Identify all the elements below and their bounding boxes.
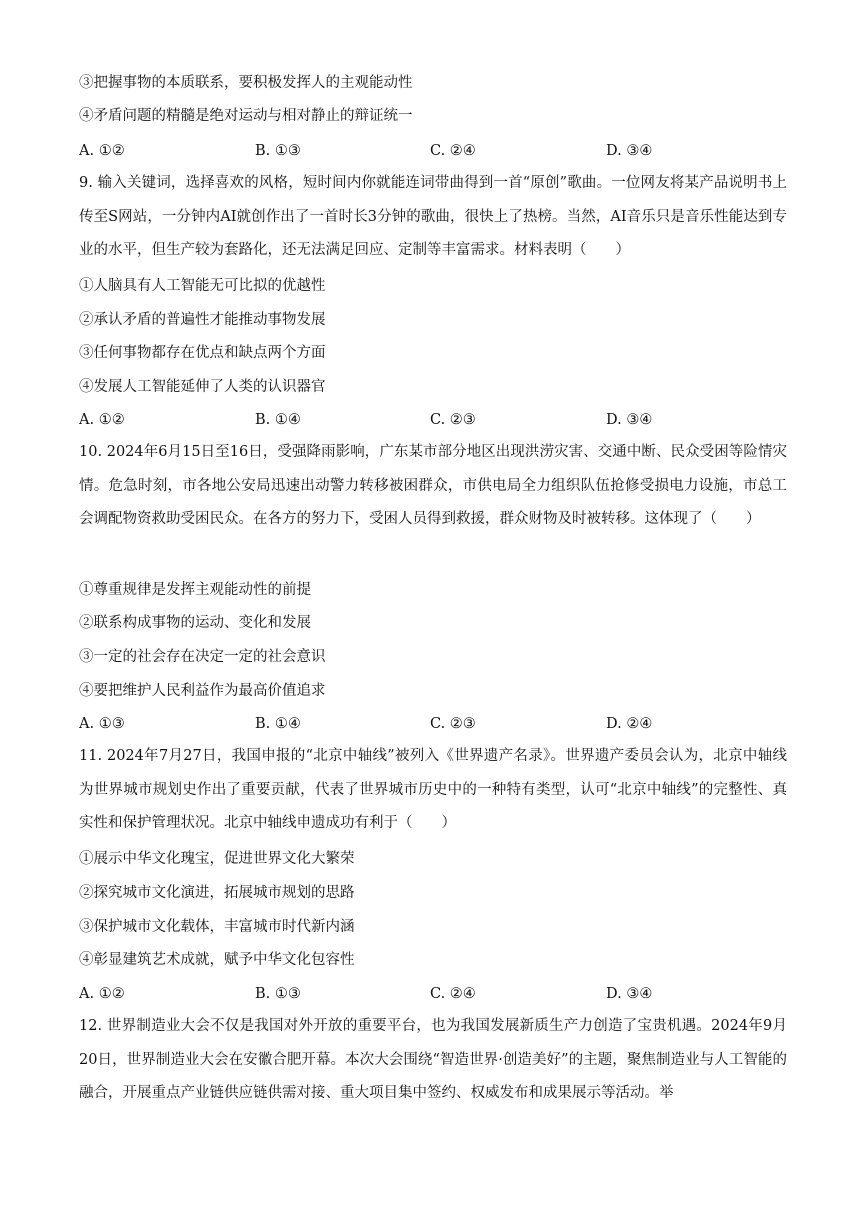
q10-item-3: ③一定的社会存在决定一定的社会意识 bbox=[79, 649, 326, 665]
q10-options bbox=[79, 714, 787, 734]
q8-option-c[interactable]: C. ②④ bbox=[430, 143, 476, 159]
q9-option-a[interactable]: A. ①② bbox=[79, 412, 125, 428]
q11-option-a[interactable]: A. ①② bbox=[79, 986, 125, 1002]
q9-item-3: ③任何事物都存在优点和缺点两个方面 bbox=[79, 345, 326, 361]
q8-option-d[interactable]: D. ③④ bbox=[606, 143, 653, 159]
q11-item-2: ②探究城市文化演进，拓展城市规划的思路 bbox=[79, 885, 355, 901]
q11-item-1: ①展示中华文化瑰宝，促进世界文化大繁荣 bbox=[79, 851, 355, 867]
q10-option-a[interactable]: A. ①③ bbox=[79, 716, 125, 732]
q11-option-d[interactable]: D. ③④ bbox=[606, 986, 653, 1002]
q9-option-d[interactable]: D. ③④ bbox=[606, 412, 653, 428]
q9-options bbox=[79, 410, 787, 430]
q9-item-4: ④发展人工智能延伸了人类的认识器官 bbox=[79, 379, 326, 395]
q10-item-2: ②联系构成事物的运动、变化和发展 bbox=[79, 615, 311, 631]
q9-item-2: ②承认矛盾的普遍性才能推动事物发展 bbox=[79, 312, 326, 328]
q8-option-b[interactable]: B. ①③ bbox=[255, 143, 301, 159]
q10-option-b[interactable]: B. ①④ bbox=[255, 716, 301, 732]
q8-item-4: ④矛盾问题的精髓是绝对运动与相对静止的辩证统一 bbox=[79, 108, 413, 124]
q10-option-d[interactable]: D. ②④ bbox=[606, 716, 653, 732]
q11-options bbox=[79, 984, 787, 1004]
q11-item-4: ④彰显建筑艺术成就，赋予中华文化包容性 bbox=[79, 952, 355, 968]
q12-stem: 12. 世界制造业大会不仅是我国对外开放的重要平台，也为我国发展新质生产力创造了宝贵机遇。2024年9月20日，世界制造业大会在安徽合肥开幕。本次大会围绕“智造世界·创造美好”的主题，聚焦制造业与人工智能的融合，开展重点产业链供应链供需对接、重大项目集中签约、权威发布和成果展示等活动。举 bbox=[79, 1018, 787, 1101]
q9-option-b[interactable]: B. ①④ bbox=[255, 412, 301, 428]
q11-option-c[interactable]: C. ②④ bbox=[430, 986, 476, 1002]
q10-item-1: ①尊重规律是发挥主观能动性的前提 bbox=[79, 582, 311, 598]
q11-option-b[interactable]: B. ①③ bbox=[255, 986, 301, 1002]
q8-options bbox=[79, 141, 787, 161]
q9-stem: 9. 输入关键词，选择喜欢的风格，短时间内你就能连词带曲得到一首“原创”歌曲。一位网友将某产品说明书上传至S网站，一分钟内AI就创作出了一首时长3分钟的歌曲，很快上了热榜。当然，AI音乐只是音乐性能达到专业的水平，但生产较为套路化，还无法满足回应、定制等丰富需求。材料表明（ ） bbox=[79, 175, 787, 258]
q11-item-3: ③保护城市文化载体，丰富城市时代新内涵 bbox=[79, 919, 355, 935]
q9-option-c[interactable]: C. ②③ bbox=[430, 412, 476, 428]
q8-item-3: ③把握事物的本质联系，要积极发挥人的主观能动性 bbox=[79, 75, 413, 91]
q10-item-4: ④要把维护人民利益作为最高价值追求 bbox=[79, 683, 326, 699]
q10-option-c[interactable]: C. ②③ bbox=[430, 716, 476, 732]
q11-stem: 11. 2024年7月27日，我国申报的“北京中轴线”被列入《世界遗产名录》。世界遗产委员会认为，北京中轴线为世界城市规划史作出了重要贡献，代表了世界城市历史中的一种特有类型，认可“北京中轴线”的完整性、真实性和保护管理状况。北京中轴线申遗成功有利于（ ） bbox=[79, 748, 787, 831]
q8-option-a[interactable]: A. ①② bbox=[79, 143, 125, 159]
q9-item-1: ①人脑具有人工智能无可比拟的优越性 bbox=[79, 278, 326, 294]
q10-stem: 10. 2024年6月15日至16日，受强降雨影响，广东某市部分地区出现洪涝灾害、交通中断、民众受困等险情灾情。危急时刻，市各地公安局迅速出动警力转移被困群众，市供电局全力组织队伍抢修受损电力设施，市总工会调配物资救助受困民众。在各方的努力下，受困人员得到救援，群众财物及时被转移。这体现了（ ） bbox=[79, 444, 787, 527]
